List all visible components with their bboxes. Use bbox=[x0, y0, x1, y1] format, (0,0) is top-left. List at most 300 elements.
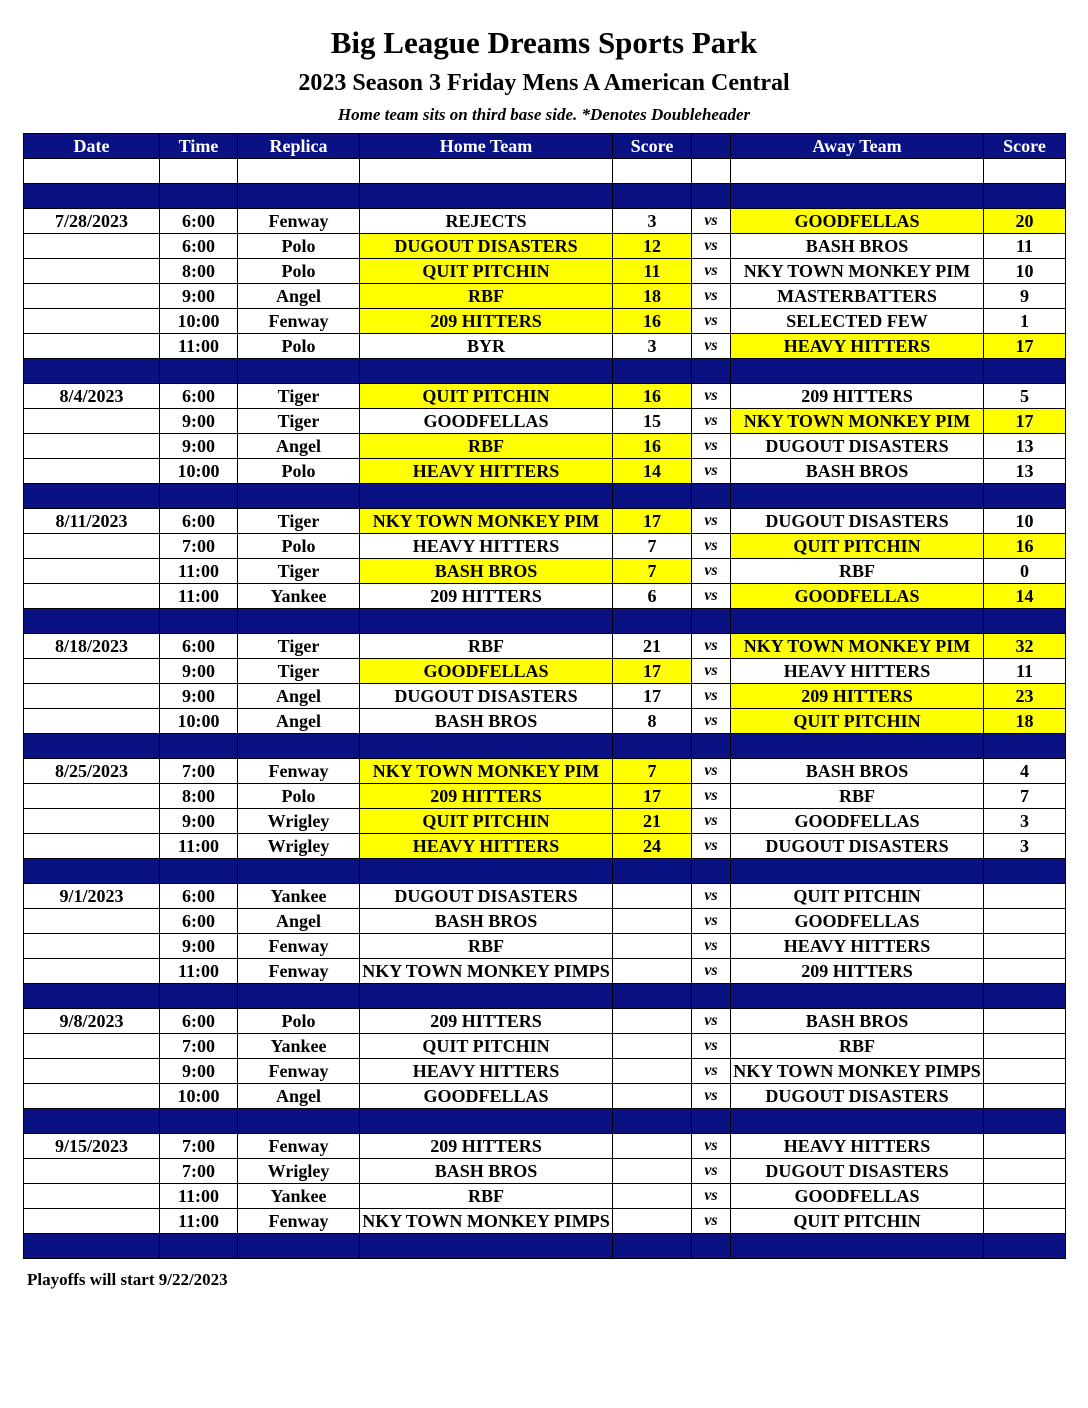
home-team-cell: RBF bbox=[360, 934, 613, 959]
game-row bbox=[24, 759, 1066, 784]
home-score-cell bbox=[613, 909, 692, 934]
replica-cell: Angel bbox=[238, 684, 360, 709]
home-score-cell bbox=[613, 1059, 692, 1084]
away-team-cell: RBF bbox=[731, 559, 984, 584]
away-team-cell: BASH BROS bbox=[731, 1009, 984, 1034]
away-score-cell: 9 bbox=[984, 284, 1066, 309]
away-team-cell: BASH BROS bbox=[731, 234, 984, 259]
home-score-cell bbox=[613, 1034, 692, 1059]
time-cell: 11:00 bbox=[160, 584, 238, 609]
week-separator-row bbox=[24, 359, 1066, 384]
replica-cell: Yankee bbox=[238, 1034, 360, 1059]
replica-cell: Fenway bbox=[238, 759, 360, 784]
date-cell bbox=[24, 559, 160, 584]
replica-cell: Polo bbox=[238, 334, 360, 359]
time-cell: 10:00 bbox=[160, 709, 238, 734]
date-cell bbox=[24, 834, 160, 859]
time-cell: 9:00 bbox=[160, 659, 238, 684]
away-score-cell: 7 bbox=[984, 784, 1066, 809]
date-cell: 8/18/2023 bbox=[24, 634, 160, 659]
replica-cell: Fenway bbox=[238, 209, 360, 234]
game-row bbox=[24, 784, 1066, 809]
col-header-home-score: Score bbox=[613, 134, 692, 159]
vs-cell: vs bbox=[692, 884, 731, 909]
away-team-cell: QUIT PITCHIN bbox=[731, 1209, 984, 1234]
week-separator-row bbox=[24, 734, 1066, 759]
date-cell bbox=[24, 534, 160, 559]
home-score-cell: 17 bbox=[613, 684, 692, 709]
vs-cell: vs bbox=[692, 234, 731, 259]
date-cell: 9/8/2023 bbox=[24, 1009, 160, 1034]
home-score-cell bbox=[613, 959, 692, 984]
time-cell: 6:00 bbox=[160, 209, 238, 234]
home-score-cell bbox=[613, 1009, 692, 1034]
away-score-cell bbox=[984, 934, 1066, 959]
home-team-cell: DUGOUT DISASTERS bbox=[360, 684, 613, 709]
time-cell: 7:00 bbox=[160, 759, 238, 784]
away-score-cell: 17 bbox=[984, 409, 1066, 434]
away-score-cell: 11 bbox=[984, 659, 1066, 684]
home-team-cell: 209 HITTERS bbox=[360, 584, 613, 609]
vs-cell: vs bbox=[692, 559, 731, 584]
date-cell bbox=[24, 1034, 160, 1059]
home-score-cell bbox=[613, 884, 692, 909]
home-team-cell: QUIT PITCHIN bbox=[360, 1034, 613, 1059]
vs-cell: vs bbox=[692, 434, 731, 459]
game-row bbox=[24, 334, 1066, 359]
week-separator-row bbox=[24, 984, 1066, 1009]
game-row bbox=[24, 659, 1066, 684]
home-team-cell: 209 HITTERS bbox=[360, 1009, 613, 1034]
away-score-cell: 3 bbox=[984, 809, 1066, 834]
home-team-cell: RBF bbox=[360, 1184, 613, 1209]
home-team-cell: DUGOUT DISASTERS bbox=[360, 884, 613, 909]
date-cell bbox=[24, 709, 160, 734]
replica-cell: Tiger bbox=[238, 384, 360, 409]
away-team-cell: DUGOUT DISASTERS bbox=[731, 1159, 984, 1184]
time-cell: 10:00 bbox=[160, 1084, 238, 1109]
vs-cell: vs bbox=[692, 684, 731, 709]
away-team-cell: NKY TOWN MONKEY PIM bbox=[731, 634, 984, 659]
date-cell bbox=[24, 934, 160, 959]
home-team-cell: NKY TOWN MONKEY PIMPS bbox=[360, 1209, 613, 1234]
schedule-note: Home team sits on third base side. *Denotes Doubleheader bbox=[337, 105, 751, 124]
home-team-cell: QUIT PITCHIN bbox=[360, 809, 613, 834]
home-score-cell bbox=[613, 1184, 692, 1209]
replica-cell: Wrigley bbox=[238, 809, 360, 834]
home-score-cell bbox=[613, 1134, 692, 1159]
vs-cell: vs bbox=[692, 1009, 731, 1034]
replica-cell: Tiger bbox=[238, 409, 360, 434]
away-score-cell: 13 bbox=[984, 459, 1066, 484]
vs-cell: vs bbox=[692, 959, 731, 984]
game-row bbox=[24, 559, 1066, 584]
date-cell bbox=[24, 1209, 160, 1234]
time-cell: 6:00 bbox=[160, 509, 238, 534]
away-score-cell: 13 bbox=[984, 434, 1066, 459]
away-score-cell bbox=[984, 1084, 1066, 1109]
date-cell bbox=[24, 434, 160, 459]
game-row bbox=[24, 209, 1066, 234]
away-team-cell: NKY TOWN MONKEY PIMPS bbox=[731, 1059, 984, 1084]
schedule-table bbox=[23, 133, 1066, 1259]
replica-cell: Angel bbox=[238, 709, 360, 734]
away-score-cell bbox=[984, 884, 1066, 909]
time-cell: 11:00 bbox=[160, 1184, 238, 1209]
date-cell bbox=[24, 309, 160, 334]
away-score-cell bbox=[984, 1209, 1066, 1234]
week-separator-row bbox=[24, 1109, 1066, 1134]
game-row bbox=[24, 1009, 1066, 1034]
home-score-cell: 16 bbox=[613, 309, 692, 334]
vs-cell: vs bbox=[692, 284, 731, 309]
away-team-cell: GOODFELLAS bbox=[731, 209, 984, 234]
away-team-cell: HEAVY HITTERS bbox=[731, 659, 984, 684]
home-score-cell: 7 bbox=[613, 559, 692, 584]
col-header-time: Time bbox=[160, 134, 238, 159]
home-score-cell: 16 bbox=[613, 434, 692, 459]
page-title: Big League Dreams Sports Park bbox=[330, 25, 758, 60]
vs-cell: vs bbox=[692, 809, 731, 834]
game-row bbox=[24, 1034, 1066, 1059]
replica-cell: Angel bbox=[238, 1084, 360, 1109]
away-score-cell: 20 bbox=[984, 209, 1066, 234]
home-score-cell: 3 bbox=[613, 334, 692, 359]
game-row bbox=[24, 909, 1066, 934]
home-score-cell: 12 bbox=[613, 234, 692, 259]
game-row bbox=[24, 684, 1066, 709]
replica-cell: Yankee bbox=[238, 1184, 360, 1209]
home-team-cell: QUIT PITCHIN bbox=[360, 384, 613, 409]
replica-cell: Wrigley bbox=[238, 834, 360, 859]
away-team-cell: GOODFELLAS bbox=[731, 809, 984, 834]
home-score-cell: 17 bbox=[613, 509, 692, 534]
vs-cell: vs bbox=[692, 1209, 731, 1234]
time-cell: 11:00 bbox=[160, 334, 238, 359]
vs-cell: vs bbox=[692, 1159, 731, 1184]
away-team-cell: DUGOUT DISASTERS bbox=[731, 434, 984, 459]
vs-cell: vs bbox=[692, 1134, 731, 1159]
vs-cell: vs bbox=[692, 709, 731, 734]
replica-cell: Angel bbox=[238, 909, 360, 934]
replica-cell: Tiger bbox=[238, 634, 360, 659]
home-team-cell: NKY TOWN MONKEY PIM bbox=[360, 509, 613, 534]
game-row bbox=[24, 234, 1066, 259]
home-team-cell: 209 HITTERS bbox=[360, 309, 613, 334]
vs-cell: vs bbox=[692, 584, 731, 609]
replica-cell: Polo bbox=[238, 534, 360, 559]
vs-cell: vs bbox=[692, 934, 731, 959]
date-cell bbox=[24, 234, 160, 259]
game-row bbox=[24, 709, 1066, 734]
away-team-cell: SELECTED FEW bbox=[731, 309, 984, 334]
away-score-cell: 10 bbox=[984, 259, 1066, 284]
header-row bbox=[24, 134, 1066, 159]
replica-cell: Fenway bbox=[238, 1209, 360, 1234]
vs-cell: vs bbox=[692, 1184, 731, 1209]
away-team-cell: DUGOUT DISASTERS bbox=[731, 834, 984, 859]
away-team-cell: BASH BROS bbox=[731, 459, 984, 484]
time-cell: 10:00 bbox=[160, 459, 238, 484]
replica-cell: Yankee bbox=[238, 584, 360, 609]
away-score-cell: 17 bbox=[984, 334, 1066, 359]
home-team-cell: BASH BROS bbox=[360, 709, 613, 734]
date-cell bbox=[24, 909, 160, 934]
date-cell bbox=[24, 659, 160, 684]
replica-cell: Polo bbox=[238, 784, 360, 809]
date-cell bbox=[24, 459, 160, 484]
vs-cell: vs bbox=[692, 534, 731, 559]
schedule-body bbox=[24, 159, 1066, 1259]
game-row bbox=[24, 434, 1066, 459]
time-cell: 9:00 bbox=[160, 809, 238, 834]
time-cell: 6:00 bbox=[160, 634, 238, 659]
col-header-home-team: Home Team bbox=[360, 134, 613, 159]
replica-cell: Angel bbox=[238, 434, 360, 459]
replica-cell: Fenway bbox=[238, 1134, 360, 1159]
home-team-cell: HEAVY HITTERS bbox=[360, 459, 613, 484]
date-cell: 9/1/2023 bbox=[24, 884, 160, 909]
away-team-cell: HEAVY HITTERS bbox=[731, 934, 984, 959]
game-row bbox=[24, 459, 1066, 484]
home-team-cell: QUIT PITCHIN bbox=[360, 259, 613, 284]
home-team-cell: HEAVY HITTERS bbox=[360, 1059, 613, 1084]
away-score-cell: 4 bbox=[984, 759, 1066, 784]
away-team-cell: NKY TOWN MONKEY PIM bbox=[731, 409, 984, 434]
home-team-cell: BASH BROS bbox=[360, 1159, 613, 1184]
game-row bbox=[24, 384, 1066, 409]
replica-cell: Polo bbox=[238, 1009, 360, 1034]
home-team-cell: 209 HITTERS bbox=[360, 784, 613, 809]
home-score-cell: 21 bbox=[613, 634, 692, 659]
date-cell bbox=[24, 1184, 160, 1209]
game-row bbox=[24, 1134, 1066, 1159]
game-row bbox=[24, 534, 1066, 559]
page-subtitle: 2023 Season 3 Friday Mens A American Central bbox=[298, 70, 790, 96]
col-header-away-score: Score bbox=[984, 134, 1066, 159]
date-cell: 9/15/2023 bbox=[24, 1134, 160, 1159]
vs-cell: vs bbox=[692, 634, 731, 659]
away-team-cell: QUIT PITCHIN bbox=[731, 709, 984, 734]
home-team-cell: BASH BROS bbox=[360, 559, 613, 584]
vs-cell: vs bbox=[692, 1034, 731, 1059]
blank-row bbox=[24, 159, 1066, 184]
away-score-cell bbox=[984, 1134, 1066, 1159]
date-cell: 8/11/2023 bbox=[24, 509, 160, 534]
away-team-cell: 209 HITTERS bbox=[731, 384, 984, 409]
replica-cell: Polo bbox=[238, 259, 360, 284]
home-team-cell: NKY TOWN MONKEY PIMPS bbox=[360, 959, 613, 984]
game-row bbox=[24, 634, 1066, 659]
home-score-cell: 14 bbox=[613, 459, 692, 484]
game-row bbox=[24, 834, 1066, 859]
replica-cell: Fenway bbox=[238, 309, 360, 334]
away-team-cell: QUIT PITCHIN bbox=[731, 884, 984, 909]
home-score-cell: 11 bbox=[613, 259, 692, 284]
date-cell bbox=[24, 809, 160, 834]
game-row bbox=[24, 1059, 1066, 1084]
away-score-cell: 16 bbox=[984, 534, 1066, 559]
away-team-cell: 209 HITTERS bbox=[731, 684, 984, 709]
vs-cell: vs bbox=[692, 409, 731, 434]
away-team-cell: HEAVY HITTERS bbox=[731, 1134, 984, 1159]
vs-cell: vs bbox=[692, 1059, 731, 1084]
away-team-cell: DUGOUT DISASTERS bbox=[731, 1084, 984, 1109]
game-row bbox=[24, 1159, 1066, 1184]
home-team-cell: NKY TOWN MONKEY PIM bbox=[360, 759, 613, 784]
time-cell: 9:00 bbox=[160, 284, 238, 309]
date-cell bbox=[24, 584, 160, 609]
vs-cell: vs bbox=[692, 384, 731, 409]
time-cell: 8:00 bbox=[160, 259, 238, 284]
home-team-cell: BYR bbox=[360, 334, 613, 359]
home-score-cell: 3 bbox=[613, 209, 692, 234]
time-cell: 6:00 bbox=[160, 909, 238, 934]
time-cell: 6:00 bbox=[160, 1009, 238, 1034]
away-team-cell: GOODFELLAS bbox=[731, 584, 984, 609]
away-score-cell: 11 bbox=[984, 234, 1066, 259]
time-cell: 7:00 bbox=[160, 534, 238, 559]
vs-cell: vs bbox=[692, 334, 731, 359]
date-cell bbox=[24, 334, 160, 359]
game-row bbox=[24, 584, 1066, 609]
date-cell bbox=[24, 684, 160, 709]
away-team-cell: MASTERBATTERS bbox=[731, 284, 984, 309]
vs-cell: vs bbox=[692, 459, 731, 484]
away-team-cell: RBF bbox=[731, 784, 984, 809]
home-team-cell: RBF bbox=[360, 434, 613, 459]
date-cell: 8/25/2023 bbox=[24, 759, 160, 784]
away-team-cell: 209 HITTERS bbox=[731, 959, 984, 984]
home-team-cell: GOODFELLAS bbox=[360, 659, 613, 684]
home-score-cell bbox=[613, 1159, 692, 1184]
col-header-away-team: Away Team bbox=[731, 134, 984, 159]
away-score-cell: 14 bbox=[984, 584, 1066, 609]
home-team-cell: REJECTS bbox=[360, 209, 613, 234]
away-team-cell: RBF bbox=[731, 1034, 984, 1059]
game-row bbox=[24, 959, 1066, 984]
week-separator-row bbox=[24, 859, 1066, 884]
date-cell bbox=[24, 1084, 160, 1109]
vs-cell: vs bbox=[692, 759, 731, 784]
home-team-cell: RBF bbox=[360, 634, 613, 659]
col-header-vs bbox=[692, 134, 731, 159]
away-score-cell bbox=[984, 1034, 1066, 1059]
game-row bbox=[24, 884, 1066, 909]
home-score-cell: 7 bbox=[613, 759, 692, 784]
col-header-date: Date bbox=[24, 134, 160, 159]
home-team-cell: GOODFELLAS bbox=[360, 409, 613, 434]
time-cell: 9:00 bbox=[160, 934, 238, 959]
away-team-cell: NKY TOWN MONKEY PIM bbox=[731, 259, 984, 284]
home-score-cell: 18 bbox=[613, 284, 692, 309]
time-cell: 8:00 bbox=[160, 784, 238, 809]
home-team-cell: HEAVY HITTERS bbox=[360, 534, 613, 559]
game-row bbox=[24, 809, 1066, 834]
away-score-cell bbox=[984, 1159, 1066, 1184]
game-row bbox=[24, 1209, 1066, 1234]
home-score-cell bbox=[613, 1209, 692, 1234]
away-score-cell: 1 bbox=[984, 309, 1066, 334]
date-cell bbox=[24, 284, 160, 309]
home-team-cell: HEAVY HITTERS bbox=[360, 834, 613, 859]
away-score-cell: 5 bbox=[984, 384, 1066, 409]
away-team-cell: BASH BROS bbox=[731, 759, 984, 784]
time-cell: 6:00 bbox=[160, 884, 238, 909]
home-score-cell: 7 bbox=[613, 534, 692, 559]
away-team-cell: GOODFELLAS bbox=[731, 1184, 984, 1209]
time-cell: 9:00 bbox=[160, 434, 238, 459]
away-score-cell: 3 bbox=[984, 834, 1066, 859]
game-row bbox=[24, 284, 1066, 309]
date-cell bbox=[24, 409, 160, 434]
vs-cell: vs bbox=[692, 784, 731, 809]
date-cell bbox=[24, 784, 160, 809]
col-header-replica: Replica bbox=[238, 134, 360, 159]
home-team-cell: RBF bbox=[360, 284, 613, 309]
game-row bbox=[24, 409, 1066, 434]
time-cell: 11:00 bbox=[160, 959, 238, 984]
away-score-cell bbox=[984, 959, 1066, 984]
vs-cell: vs bbox=[692, 209, 731, 234]
replica-cell: Fenway bbox=[238, 1059, 360, 1084]
vs-cell: vs bbox=[692, 259, 731, 284]
home-team-cell: 209 HITTERS bbox=[360, 1134, 613, 1159]
date-cell: 8/4/2023 bbox=[24, 384, 160, 409]
game-row bbox=[24, 934, 1066, 959]
game-row bbox=[24, 509, 1066, 534]
date-cell bbox=[24, 1159, 160, 1184]
time-cell: 9:00 bbox=[160, 684, 238, 709]
time-cell: 9:00 bbox=[160, 409, 238, 434]
week-separator-row bbox=[24, 484, 1066, 509]
time-cell: 11:00 bbox=[160, 834, 238, 859]
playoffs-note: Playoffs will start 9/22/2023 bbox=[27, 1270, 228, 1289]
away-team-cell: DUGOUT DISASTERS bbox=[731, 509, 984, 534]
away-team-cell: GOODFELLAS bbox=[731, 909, 984, 934]
replica-cell: Polo bbox=[238, 459, 360, 484]
home-score-cell: 16 bbox=[613, 384, 692, 409]
date-cell bbox=[24, 1059, 160, 1084]
vs-cell: vs bbox=[692, 659, 731, 684]
replica-cell: Tiger bbox=[238, 509, 360, 534]
away-score-cell: 10 bbox=[984, 509, 1066, 534]
away-team-cell: HEAVY HITTERS bbox=[731, 334, 984, 359]
home-score-cell bbox=[613, 1084, 692, 1109]
replica-cell: Wrigley bbox=[238, 1159, 360, 1184]
time-cell: 6:00 bbox=[160, 384, 238, 409]
game-row bbox=[24, 259, 1066, 284]
replica-cell: Tiger bbox=[238, 559, 360, 584]
date-cell bbox=[24, 259, 160, 284]
home-score-cell: 17 bbox=[613, 784, 692, 809]
time-cell: 9:00 bbox=[160, 1059, 238, 1084]
vs-cell: vs bbox=[692, 1084, 731, 1109]
week-separator-row bbox=[24, 184, 1066, 209]
home-team-cell: GOODFELLAS bbox=[360, 1084, 613, 1109]
time-cell: 7:00 bbox=[160, 1159, 238, 1184]
game-row bbox=[24, 309, 1066, 334]
vs-cell: vs bbox=[692, 909, 731, 934]
away-score-cell bbox=[984, 909, 1066, 934]
away-score-cell bbox=[984, 1009, 1066, 1034]
time-cell: 11:00 bbox=[160, 559, 238, 584]
time-cell: 7:00 bbox=[160, 1134, 238, 1159]
game-row bbox=[24, 1184, 1066, 1209]
away-score-cell bbox=[984, 1184, 1066, 1209]
away-score-cell: 32 bbox=[984, 634, 1066, 659]
week-separator-row bbox=[24, 1234, 1066, 1259]
